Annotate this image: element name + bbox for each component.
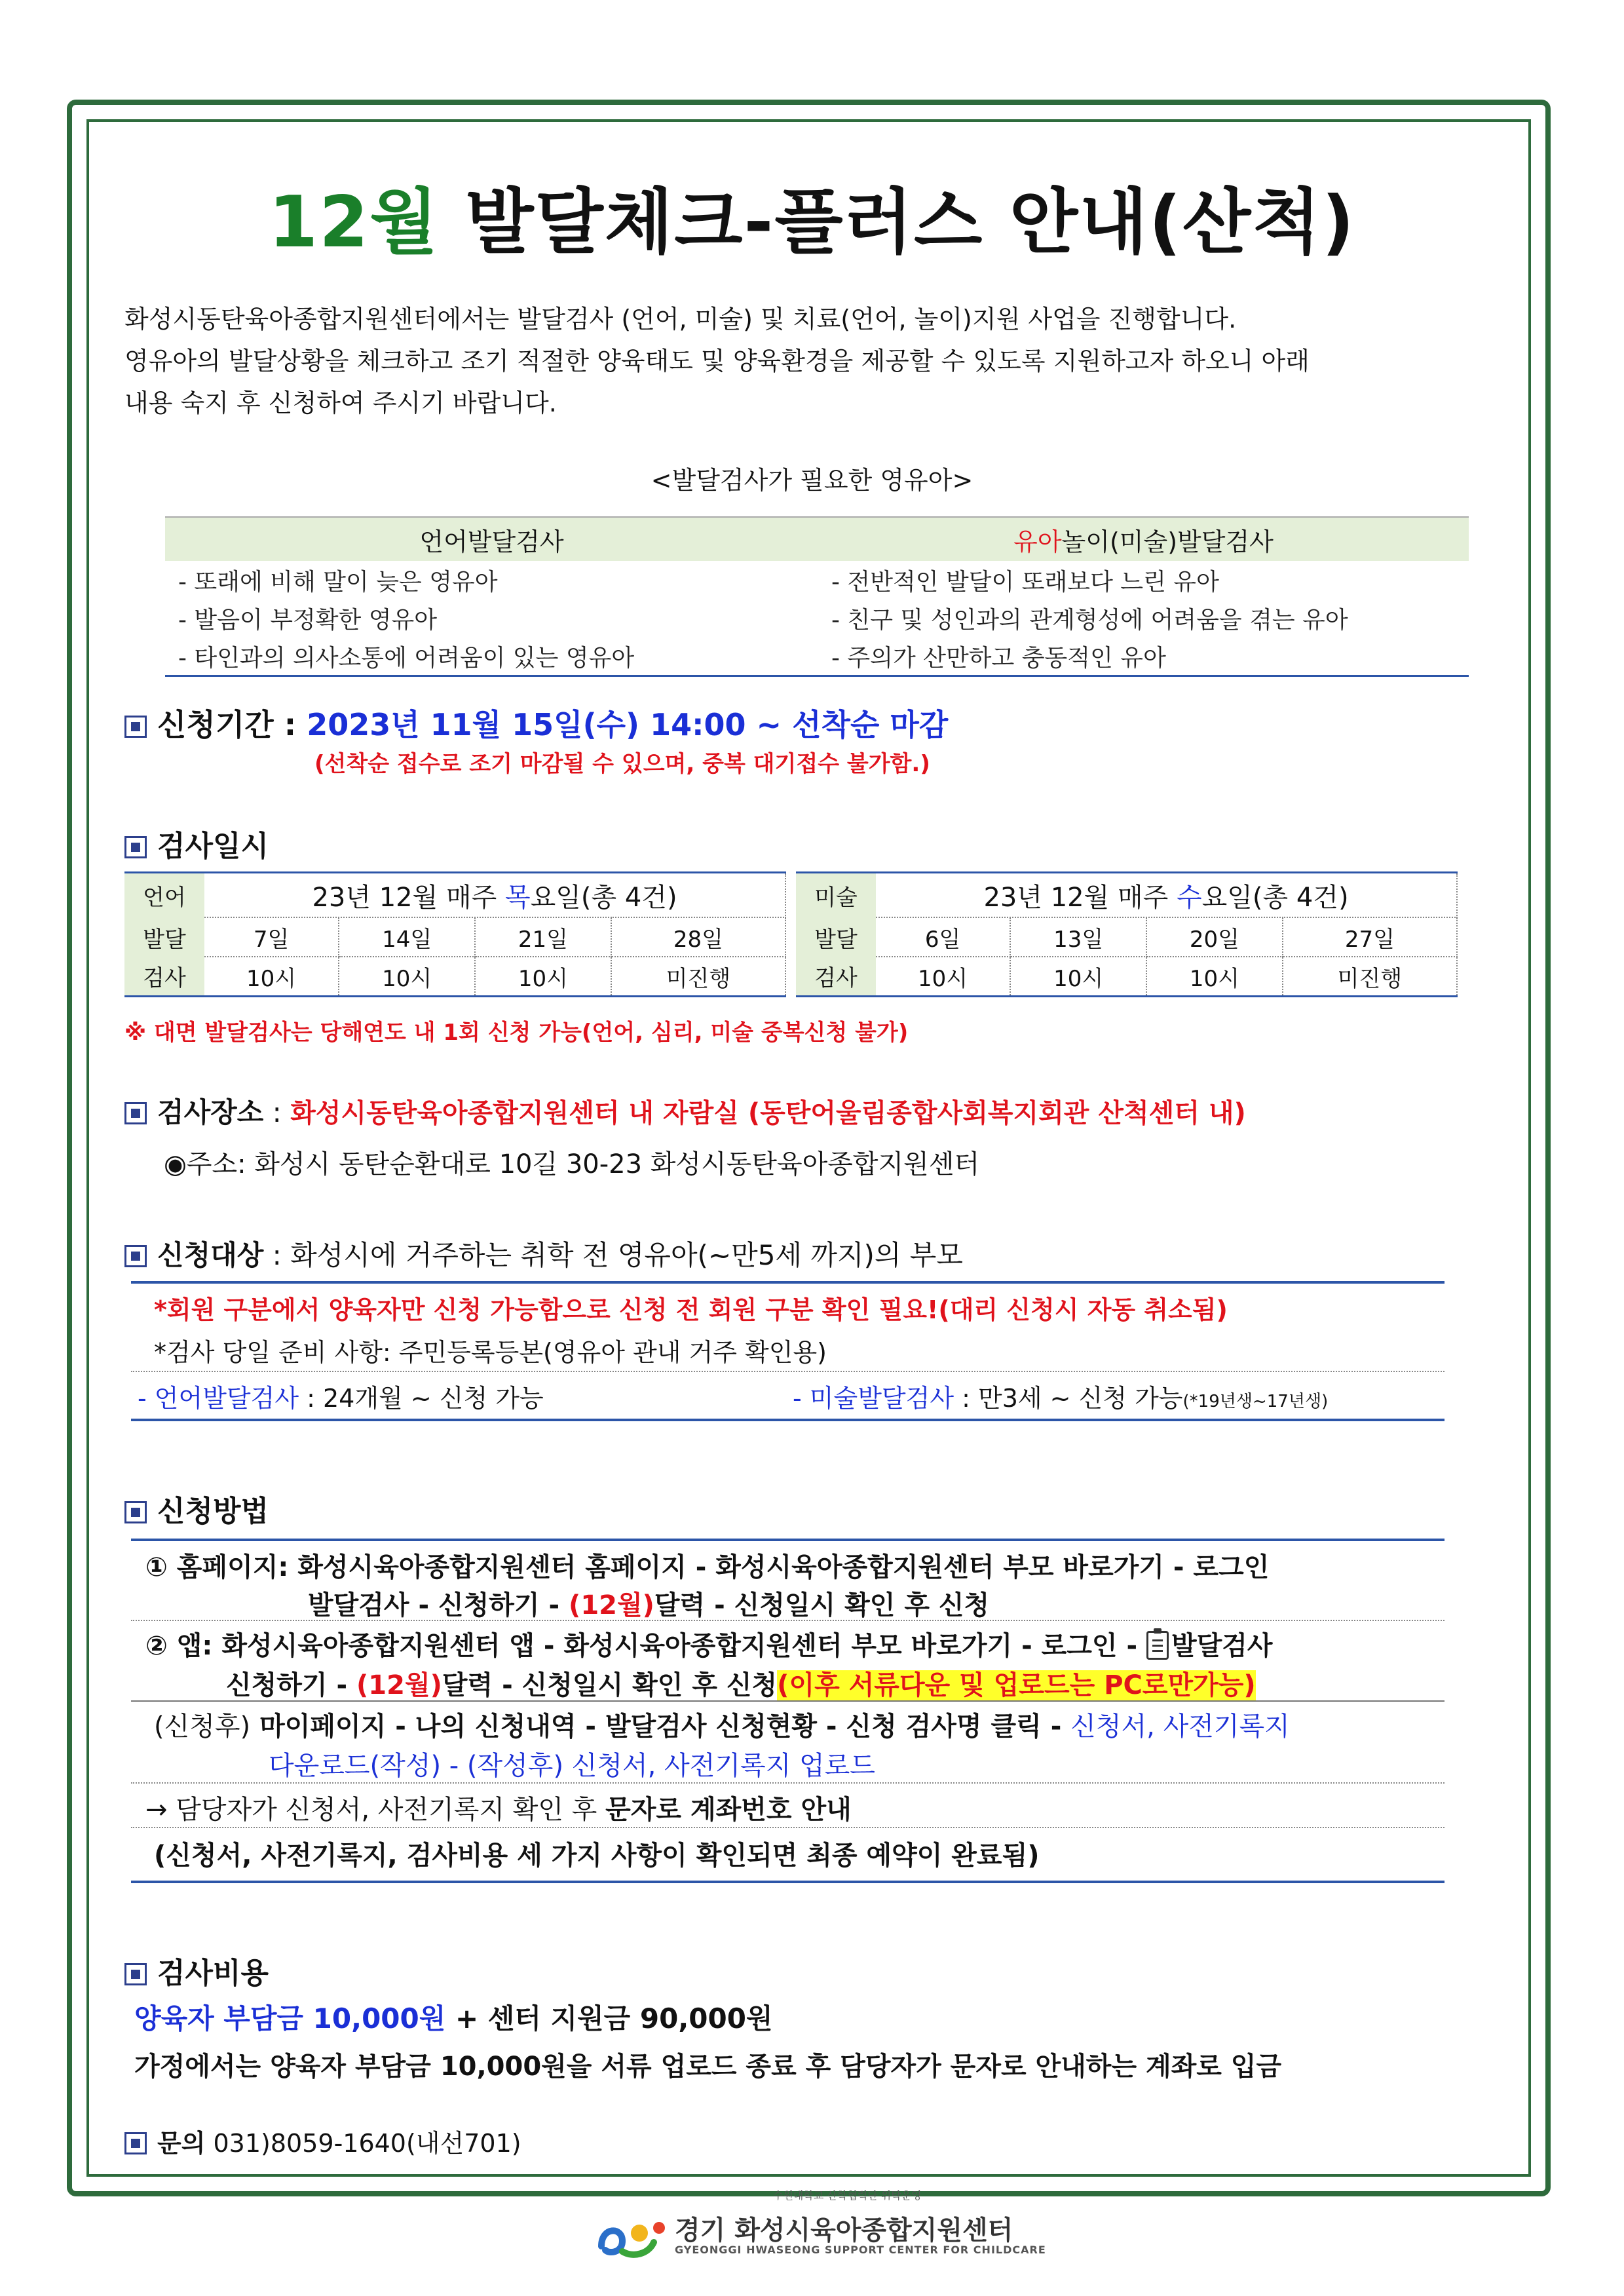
cost-center-share: + 센터 지원금 90,000원 — [445, 2002, 773, 2035]
schedule-art-table — [796, 871, 1458, 997]
target-label: 신청대상 — [157, 1239, 264, 1271]
contact-label: 문의 — [157, 2129, 206, 2158]
need-art-header: 유아놀이(미술)발달검사 — [818, 518, 1469, 561]
schedule-date: 6일 — [876, 917, 1010, 957]
target-art-name: - 미술발달검사 — [793, 1384, 954, 1413]
method-line-2b: 신청하기 - (12월)달력 - 신청일시 확인 후 신청(이후 서류다운 및 업로드는 PC로만가능) — [226, 1670, 1256, 1700]
target-divider — [131, 1371, 1445, 1372]
clipboard-icon — [1146, 1631, 1169, 1660]
schedule-art-header: 23년 12월 매주 수요일(총 4건) — [876, 873, 1457, 918]
square-bullet-icon — [124, 716, 147, 738]
need-lang-header: 언어발달검사 — [165, 518, 818, 561]
schedule-date: 20일 — [1146, 917, 1283, 957]
method-line-1a: ① 홈페이지: 화성시육아종합지원센터 홈페이지 - 화성시육아종합지원센터 부모 바로가기 - 로그인 — [145, 1552, 1270, 1582]
target-prep: *검사 당일 준비 사항: 주민등록등본(영유아 관내 거주 확인용) — [154, 1338, 827, 1367]
method-line-3a: (신청후) 마이페이지 - 나의 신청내역 - 발달검사 신청현황 - 신청 검사명 클릭 - 신청서, 사전기록지 — [154, 1712, 1290, 1742]
need-cell: - 전반적인 발달이 또래보다 느린 유아 — [831, 568, 1219, 596]
method-section — [124, 1487, 269, 1529]
schedule-date: 28일 — [611, 917, 785, 957]
schedule-time: 미진행 — [1283, 957, 1457, 997]
method-divider — [131, 1827, 1445, 1828]
method-divider — [131, 1700, 1445, 1702]
schedule-time: 10시 — [1146, 957, 1283, 997]
title-rest: 발달체크-플러스 안내(산척) — [465, 182, 1355, 263]
place-colon: : — [263, 1096, 291, 1128]
cost-section — [124, 1949, 269, 1991]
method-label: 신청방법 — [157, 1495, 269, 1528]
schedule-art-label: 검사 — [796, 957, 876, 997]
period-label: 신청기간 — [157, 707, 274, 742]
schedule-lang-table — [124, 871, 786, 997]
method-top-line — [131, 1539, 1445, 1541]
target-lang-value: : 24개월 ~ 신청 가능 — [299, 1384, 544, 1413]
square-bullet-icon — [124, 836, 147, 858]
schedule-date: 27일 — [1283, 917, 1457, 957]
intro-text — [124, 298, 1513, 424]
schedule-time: 10시 — [1010, 957, 1146, 997]
method-line-5: (신청서, 사전기록지, 검사비용 세 가지 사항이 확인되면 최종 예약이 완료됨) — [154, 1841, 1040, 1871]
contact-value: 031)8059-1640(내선701) — [205, 2129, 521, 2158]
page-title — [0, 165, 1624, 267]
schedule-date: 21일 — [475, 917, 611, 957]
period-value: 2023년 11월 15일(수) 14:00 ~ 선착순 마감 — [307, 707, 949, 742]
target-value: : 화성시에 거주하는 취학 전 영유아(~만5세 까지)의 부모 — [263, 1239, 963, 1271]
footer-name-kr: 경기 화성시육아종합지원센터 — [675, 2215, 1013, 2246]
period-colon: : — [273, 707, 307, 742]
schedule-time: 미진행 — [611, 957, 785, 997]
intro-line: 화성시동탄육아종합지원센터에서는 발달검사 (언어, 미술) 및 치료(언어, 놀이)지원 사업을 진행합니다. — [124, 305, 1237, 334]
contact-section — [124, 2123, 521, 2159]
place-label: 검사장소 — [157, 1096, 264, 1128]
place-address: ◉주소: 화성시 동탄순환대로 10길 30-23 화성시동탄육아종합지원센터 — [164, 1149, 980, 1179]
schedule-lang-label: 발달 — [124, 917, 204, 957]
schedule-section — [124, 822, 269, 864]
cost-line-1 — [134, 1997, 773, 2037]
target-lang — [138, 1378, 544, 1414]
schedule-time: 10시 — [204, 957, 339, 997]
schedule-lang-label: 언어 — [124, 873, 204, 918]
footer-name-en: GYEONGGI HWASEONG SUPPORT CENTER FOR CHILDCARE — [675, 2244, 1046, 2256]
footer-tagline: 수원대학교 산학협력단 위탁운영 — [773, 2189, 922, 2202]
need-cell: - 친구 및 성인과의 관계형성에 어려움을 겪는 유아 — [831, 606, 1348, 634]
square-bullet-icon — [124, 1245, 147, 1267]
need-cell: - 주의가 산만하고 충동적인 유아 — [818, 637, 1469, 676]
schedule-lang-header: 23년 12월 매주 목요일(총 4건) — [204, 873, 785, 918]
table-row — [165, 561, 1469, 599]
table-row — [165, 599, 1469, 637]
schedule-date: 13일 — [1010, 917, 1146, 957]
schedule-note: ※ 대면 발달검사는 당해연도 내 1회 신청 가능(언어, 심리, 미술 중복신청 불가) — [124, 1020, 909, 1046]
place-value: 화성시동탄육아종합지원센터 내 자람실 (동탄어울림종합사회복지회관 산척센터 내) — [290, 1098, 1246, 1128]
need-subtitle: <발달검사가 필요한 영유아> — [651, 466, 973, 495]
table-row — [165, 637, 1469, 676]
cost-parent-share: 양육자 부담금 10,000원 — [134, 2002, 446, 2035]
center-logo-icon — [596, 2213, 670, 2261]
method-divider — [131, 1620, 1445, 1621]
schedule-art-label: 발달 — [796, 917, 876, 957]
target-art-small: (*19년생~17년생) — [1182, 1392, 1329, 1411]
method-line-1b: 발달검사 - 신청하기 - (12월)달력 - 신청일시 확인 후 신청 — [308, 1590, 990, 1620]
target-art-value: : 만3세 ~ 신청 가능 — [954, 1384, 1183, 1413]
need-table — [165, 518, 1469, 677]
schedule-lang-label: 검사 — [124, 957, 204, 997]
cost-label: 검사비용 — [157, 1957, 269, 1990]
method-line-3b: 다운로드(작성) - (작성후) 신청서, 사전기록지 업로드 — [269, 1751, 875, 1781]
target-bottom-line — [131, 1419, 1445, 1421]
need-cell: - 또래에 비해 말이 늦은 영유아 — [178, 568, 498, 596]
method-bottom-line — [131, 1881, 1445, 1883]
target-section — [124, 1234, 963, 1273]
schedule-date: 14일 — [339, 917, 475, 957]
schedule-date: 7일 — [204, 917, 339, 957]
period-section — [124, 701, 948, 744]
square-bullet-icon — [124, 2132, 147, 2154]
need-cell: - 타인과의 의사소통에 어려움이 있는 영유아 — [165, 637, 818, 676]
title-month: 12월 — [269, 182, 440, 263]
method-line-4: → 담당자가 신청서, 사전기록지 확인 후 문자로 계좌번호 안내 — [145, 1795, 852, 1825]
need-cell: - 발음이 부정확한 영유아 — [178, 606, 438, 634]
method-divider — [131, 1782, 1445, 1784]
schedule-time: 10시 — [876, 957, 1010, 997]
cost-line-2: 가정에서는 양육자 부담금 10,000원을 서류 업로드 종료 후 담당자가 문자로 안내하는 계좌로 입금 — [134, 2052, 1282, 2082]
method-line-2a: ② 앱: 화성시육아종합지원센터 앱 - 화성시육아종합지원센터 부모 바로가기 - 로그인 - 발달검사 — [145, 1631, 1273, 1661]
schedule-label: 검사일시 — [157, 830, 269, 863]
schedule-time: 10시 — [339, 957, 475, 997]
target-art — [793, 1378, 1328, 1414]
square-bullet-icon — [124, 1963, 147, 1985]
square-bullet-icon — [124, 1102, 147, 1124]
schedule-art-label: 미술 — [796, 873, 876, 918]
intro-line: 영유아의 발달상황을 체크하고 조기 적절한 양육태도 및 양육환경을 제공할 수 있도록 지원하고자 하오니 아래 — [124, 347, 1310, 375]
period-note: (선착순 접수로 조기 마감될 수 있으며, 중복 대기접수 불가함.) — [314, 751, 930, 777]
target-warning: *회원 구분에서 양육자만 신청 가능함으로 신청 전 회원 구분 확인 필요!(대리 신청시 자동 취소됨) — [154, 1295, 1228, 1324]
place-section — [124, 1091, 1246, 1130]
target-lang-name: - 언어발달검사 — [138, 1384, 299, 1413]
schedule-time: 10시 — [475, 957, 611, 997]
intro-line: 내용 숙지 후 신청하여 주시기 바랍니다. — [124, 389, 557, 417]
square-bullet-icon — [124, 1501, 147, 1523]
target-top-line — [131, 1281, 1445, 1284]
